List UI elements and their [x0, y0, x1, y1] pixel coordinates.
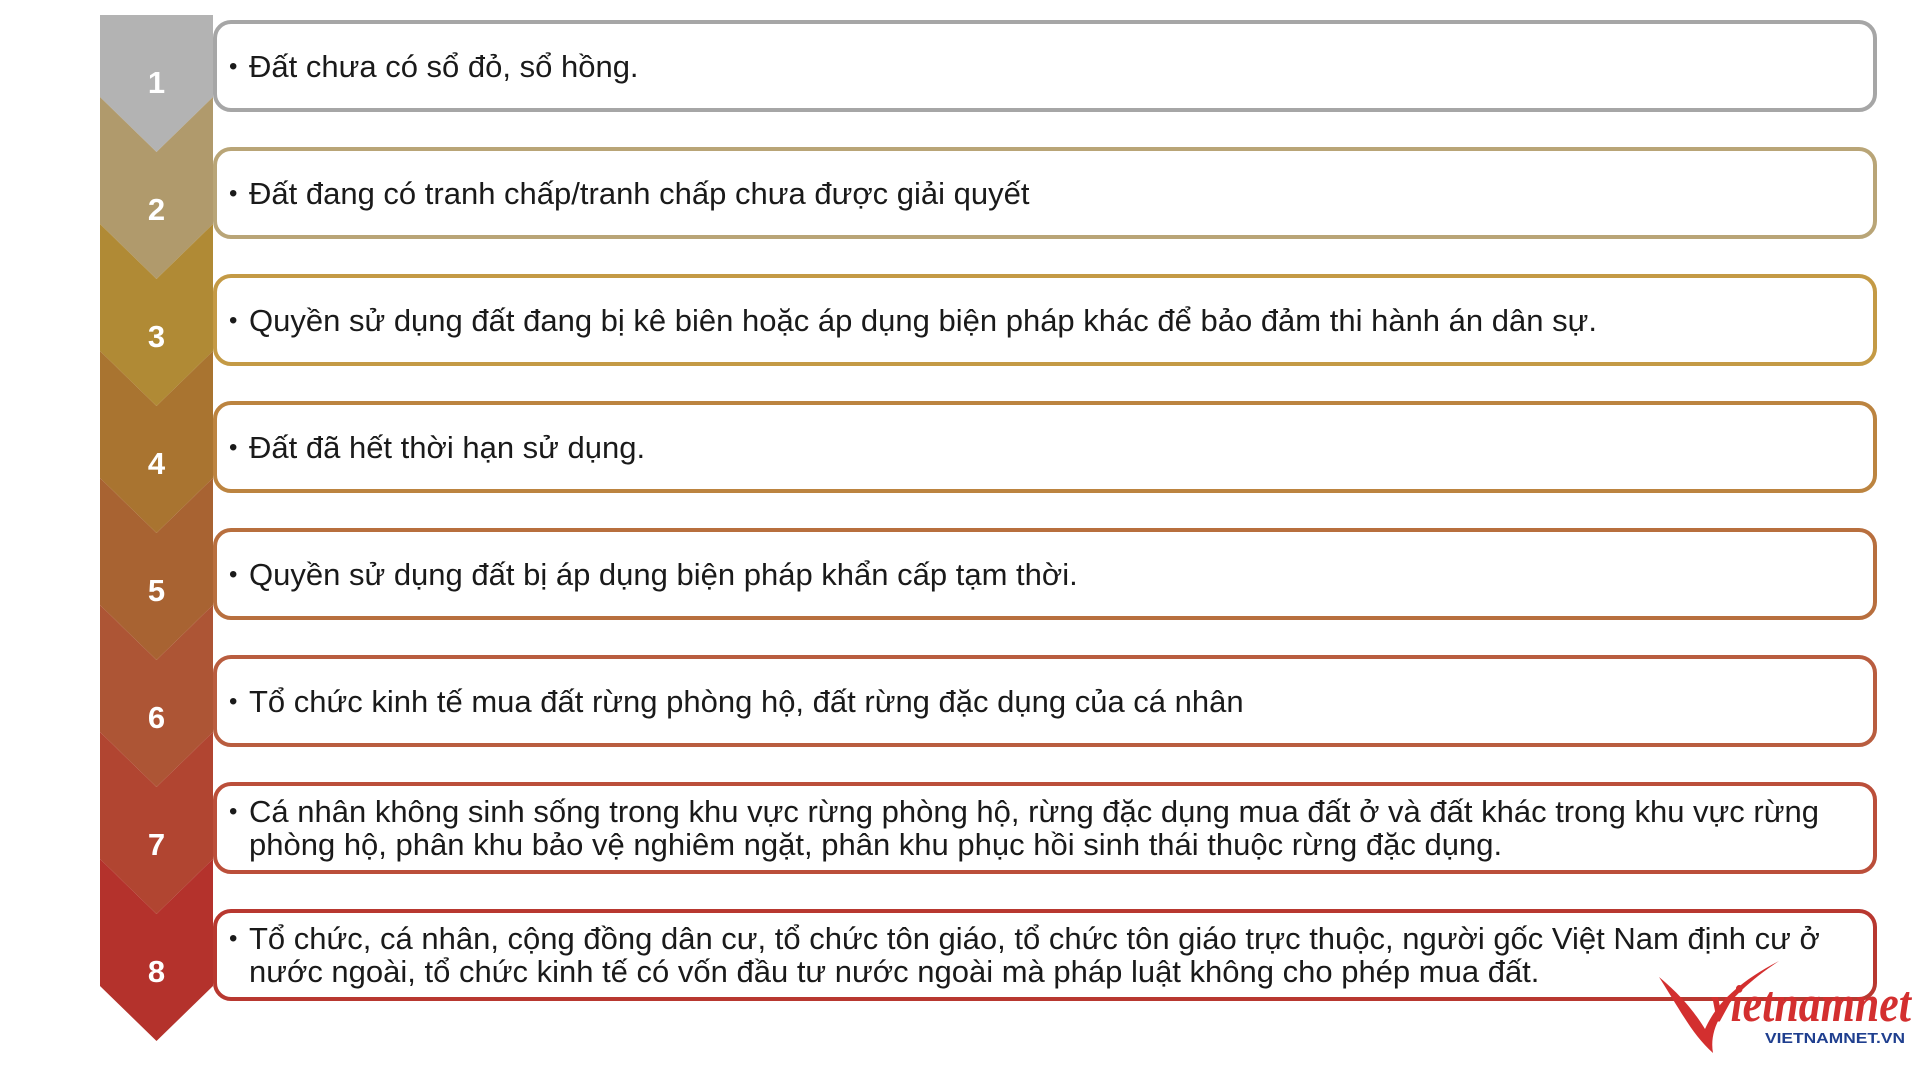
step-text-5: Quyền sử dụng đất bị áp dụng biện pháp khẩn cấp tạm thời. — [249, 556, 1078, 592]
step-content — [217, 431, 675, 464]
bullet-icon: • — [229, 52, 238, 80]
step-content — [217, 558, 1108, 591]
step-content — [217, 795, 1873, 861]
step-text-8: Tổ chức, cá nhân, cộng đồng dân cư, tổ chức tôn giáo, tổ chức tôn giáo trực thuộc, người gốc Việt Nam định cư ở nước ngoài, tổ chức kinh tế có vốn đầu tư nước ngoài mà pháp luật không cho phép mua đất. — [249, 921, 1820, 989]
step-content — [217, 177, 1059, 210]
step-content — [217, 50, 669, 83]
logo-url: VIETNAMNET.VN — [1765, 1030, 1905, 1047]
step-number-3: 3 — [147, 319, 166, 354]
logo-wordmark: vietnamnet — [1711, 976, 1913, 1033]
step-number-5: 5 — [147, 573, 166, 608]
step-text-6: Tổ chức kinh tế mua đất rừng phòng hộ, đất rừng đặc dụng của cá nhân — [249, 683, 1244, 719]
step-box-5 — [213, 528, 1877, 620]
bullet-icon: • — [229, 306, 238, 334]
step-content — [217, 922, 1873, 988]
step-box-4 — [213, 401, 1877, 493]
bullet-icon: • — [229, 179, 238, 207]
step-text-2: Đất đang có tranh chấp/tranh chấp chưa được giải quyết — [249, 175, 1030, 211]
bullet-icon: • — [229, 925, 238, 952]
step-number-7: 7 — [147, 827, 166, 862]
step-content — [217, 304, 1627, 337]
step-text-7: Cá nhân không sinh sống trong khu vực rừng phòng hộ, rừng đặc dụng mua đất ở và đất khác trong khu vực rừng phòng hộ, phân khu bảo vệ nghiêm ngặt, phân khu phục hồi sinh thái thuộc rừng đặc dụng. — [249, 794, 1819, 862]
step-box-8 — [213, 909, 1877, 1001]
step-text-4: Đất đã hết thời hạn sử dụng. — [249, 429, 646, 465]
step-number-8: 8 — [147, 954, 166, 989]
step-content — [217, 685, 1274, 718]
step-text-1: Đất chưa có sổ đỏ, sổ hồng. — [249, 48, 639, 84]
bullet-icon: • — [229, 798, 238, 825]
step-box-2 — [213, 147, 1877, 239]
step-number-6: 6 — [147, 700, 166, 735]
bullet-icon: • — [229, 433, 238, 461]
step-box-1 — [213, 20, 1877, 112]
bullet-icon: • — [229, 687, 238, 715]
step-text-3: Quyền sử dụng đất đang bị kê biên hoặc áp dụng biện pháp khác để bảo đảm thi hành án dân sự. — [249, 302, 1597, 338]
step-number-2: 2 — [147, 192, 166, 227]
bullet-icon: • — [229, 560, 238, 588]
step-box-3 — [213, 274, 1877, 366]
vietnamnet-logo — [1653, 955, 1915, 1055]
step-number-4: 4 — [147, 446, 166, 481]
step-number-1: 1 — [147, 65, 166, 100]
step-box-6 — [213, 655, 1877, 747]
step-box-7 — [213, 782, 1877, 874]
